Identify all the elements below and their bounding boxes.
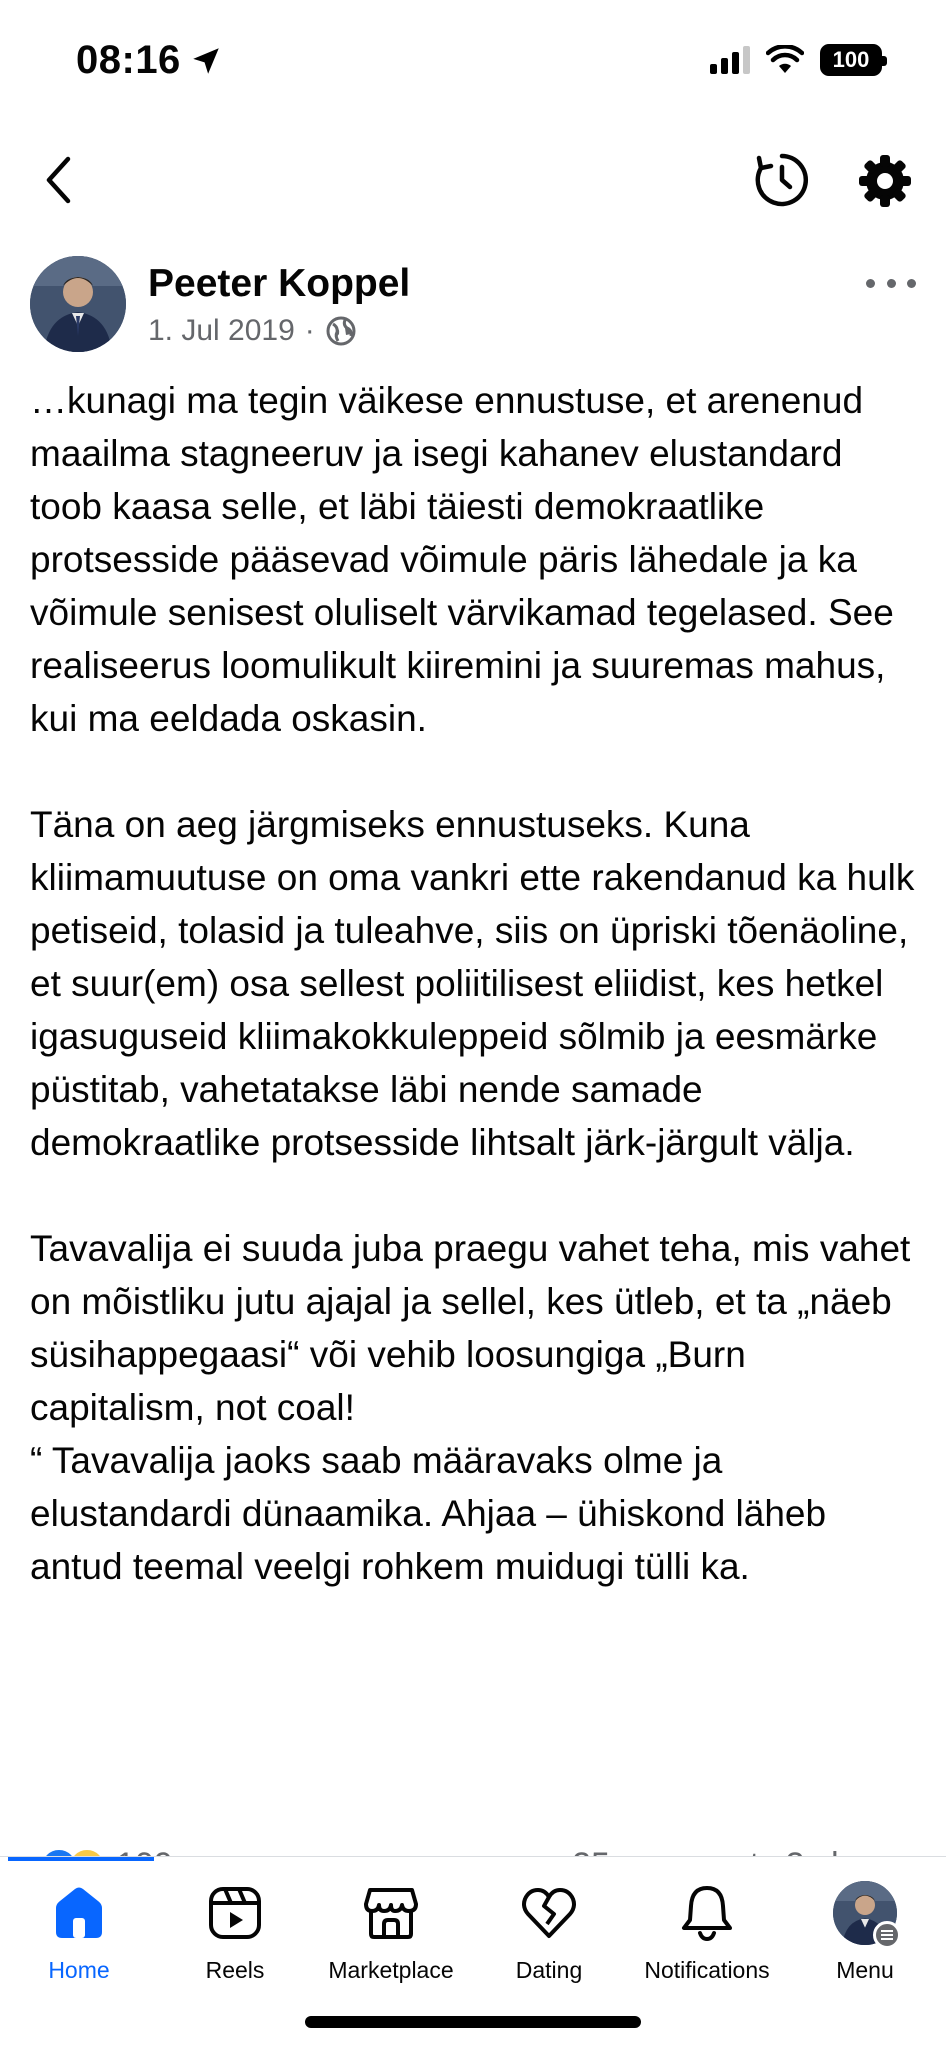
post-body [30,374,918,1593]
author-name[interactable]: Peeter Koppel [148,262,411,305]
author-avatar[interactable] [30,256,126,352]
menu-avatar [833,1881,897,1945]
more-dot-icon [866,279,875,288]
gear-icon [856,152,914,210]
battery-icon [820,44,882,76]
location-arrow-icon [189,44,223,78]
battery-level: 100 [832,47,870,72]
marketplace-icon [361,1883,421,1943]
home-icon [49,1883,109,1943]
clock-history-icon [752,150,812,210]
back-button[interactable] [34,152,82,208]
tab-reels[interactable] [156,1883,314,1993]
status-bar [0,0,946,130]
tab-label: Reels [205,1957,265,1983]
status-indicators [710,44,882,76]
post-paragraph: …kunagi ma tegin väikese ennustuse, et arenenud maailma stagneeruv ja isegi kahanev elustandard toob kaasa selle, et läbi täiesti demokraatlike protsesside pääsevad võimule päris lähedale ja ka võimule senisest oluliselt värvikamad tegelased. See realiseerus loomulikult kiiremini ja suuremas mahus, kui ma eeldada oskasin. [30,380,894,739]
tab-label: Dating [515,1957,583,1983]
post-paragraph: Tavavalija ei suuda juba praegu vahet teha, mis vahet on mõistliku jutu ajajal ja sellel, kes ütleb, et ta „näeb süsihappegaasi“ või vehib loosungiga „Burn capitalism, not coal! “ Tavavalija jaoks saab määravaks olme ja elustandardi dünaamika. Ahjaa – ühiskond läheb antud teemal veelgi rohkem muidugi tülli ka. [30,1228,911,1587]
more-options-button[interactable] [866,268,916,298]
more-dot-icon [887,279,896,288]
status-time [76,38,223,83]
hamburger-menu-icon [873,1921,901,1949]
tab-label: Notifications [644,1957,770,1983]
tab-label: Home [48,1957,110,1983]
menu-avatar-icon [835,1883,895,1943]
tab-home[interactable] [0,1883,158,1993]
tab-dating[interactable] [470,1883,628,1993]
tab-menu[interactable] [786,1883,944,1993]
tab-label: Menu [836,1957,894,1983]
chevron-left-icon [43,155,73,205]
more-dot-icon [907,279,916,288]
dating-icon [519,1883,579,1943]
tab-label: Marketplace [328,1957,454,1983]
author-photo [30,256,126,352]
post-paragraph: Täna on aeg järgmiseks ennustuseks. Kuna kliimamuutuse on oma vankri ette rakendanud ka hulk petiseid, tolasid ja tuleahve, siis on üpriski tõenäoline, et suur(em) osa sellest poliitilisest eliidist, kes hetkel igasuguseid kliimakokkuleppeid sõlmib ja eesmärke püstitab, vahetatakse läbi nende samade demokraatlike protsesside lihtsalt järk-järgult välja. [30,804,915,1163]
globe-icon [325,315,357,347]
status-time-text: 08:16 [76,38,181,82]
home-indicator [305,2016,641,2028]
settings-button[interactable] [856,152,914,210]
cellular-signal-icon [710,46,750,74]
post-date[interactable]: 1. Jul 2019 [148,314,295,347]
tab-marketplace[interactable] [312,1883,470,1993]
post-header [0,256,946,366]
tab-notifications[interactable] [628,1883,786,1993]
top-nav [0,140,946,220]
history-button[interactable] [752,150,812,210]
bell-icon [677,1883,737,1943]
meta-separator: · [304,314,315,347]
post-meta [148,314,357,348]
active-tab-indicator [8,1857,154,1861]
reels-icon [205,1883,265,1943]
wifi-icon [766,45,804,75]
